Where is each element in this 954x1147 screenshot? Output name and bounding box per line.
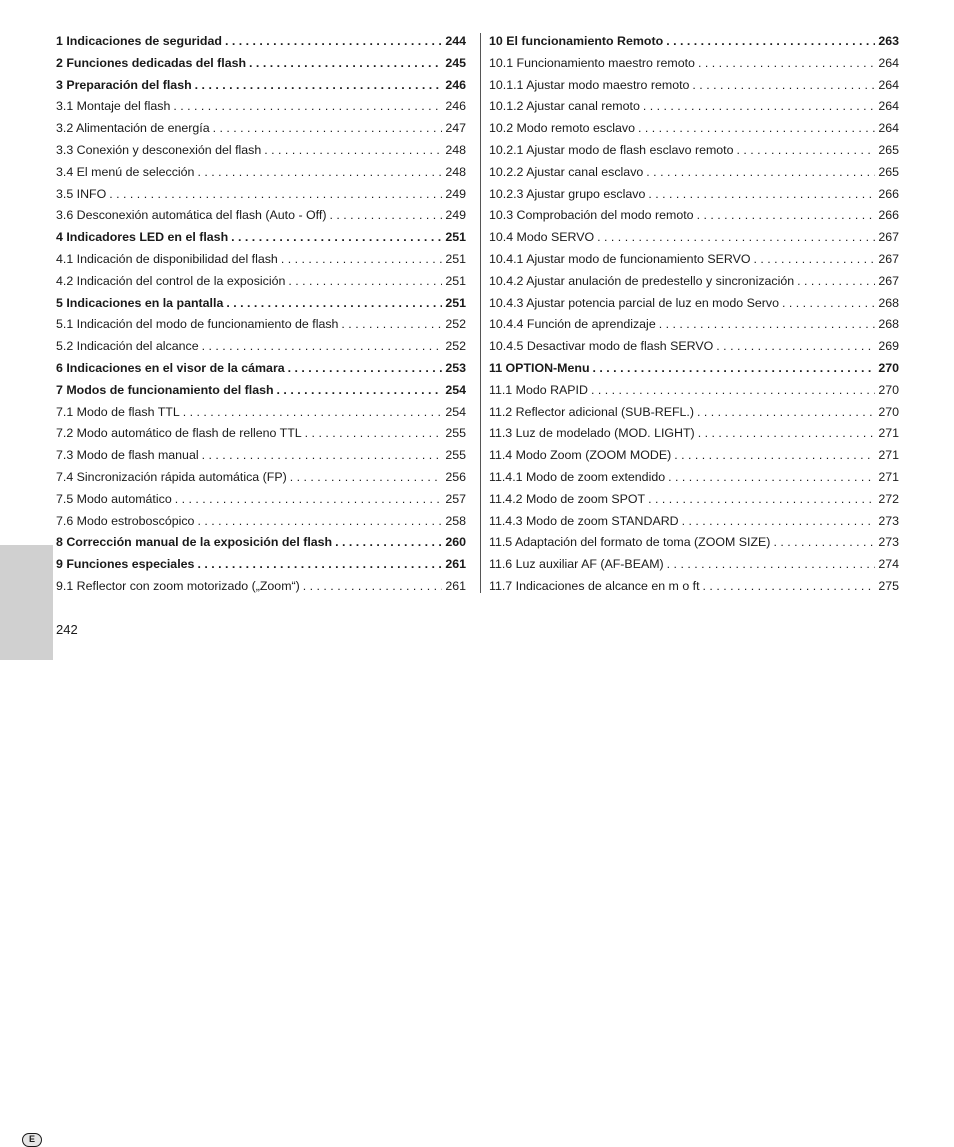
toc-entry[interactable]	[56, 492, 466, 514]
toc-entry-title: 7.6 Modo estroboscópico	[56, 513, 195, 528]
language-badge: E	[22, 1133, 42, 1147]
toc-entry[interactable]	[56, 187, 466, 209]
toc-entry-page: 265	[878, 142, 899, 157]
toc-entry[interactable]	[489, 143, 899, 165]
toc-entry-page: 261	[445, 557, 466, 572]
toc-dot-leader	[703, 579, 876, 593]
toc-entry-page: 253	[445, 360, 466, 375]
toc-entry-page: 246	[445, 99, 466, 114]
toc-dot-leader	[597, 230, 875, 244]
toc-dot-leader	[659, 317, 876, 331]
toc-entry[interactable]	[489, 579, 899, 601]
toc-entry-page: 268	[878, 317, 899, 332]
toc-entry-page: 251	[445, 273, 466, 288]
toc-entry[interactable]	[56, 383, 466, 405]
toc-entry[interactable]	[489, 121, 899, 143]
toc-entry-title: 10.4.2 Ajustar anulación de predestello y sincronización	[489, 273, 795, 288]
toc-entry[interactable]	[56, 514, 466, 536]
toc-dot-leader	[197, 165, 442, 179]
toc-entry-title: 11.4.1 Modo de zoom extendido	[489, 469, 666, 484]
toc-entry-page: 266	[878, 186, 899, 201]
toc-entry-title: 10.4.1 Ajustar modo de funcionamiento SERVO	[489, 251, 751, 266]
toc-dot-leader	[797, 274, 875, 288]
toc-entry-title: 4.1 Indicación de disponibilidad del flash	[56, 251, 278, 266]
toc-entry[interactable]	[489, 339, 899, 361]
toc-dot-leader	[249, 56, 442, 70]
toc-dot-leader	[183, 405, 443, 419]
toc-entry-page: 254	[445, 404, 466, 419]
toc-entry[interactable]	[56, 274, 466, 296]
column-divider	[480, 33, 481, 593]
toc-entry-title: 7.3 Modo de flash manual	[56, 448, 199, 463]
toc-dot-leader	[648, 492, 875, 506]
toc-dot-leader	[667, 557, 876, 571]
toc-entry-page: 268	[878, 295, 899, 310]
toc-entry-page: 264	[878, 55, 899, 70]
toc-entry[interactable]	[56, 579, 466, 601]
toc-dot-leader	[754, 252, 876, 266]
toc-dot-leader	[341, 317, 442, 331]
toc-entry-title: 3.6 Desconexión automática del flash (Auto - Off)	[56, 208, 327, 223]
toc-entry-page: 247	[445, 121, 466, 136]
toc-entry-page: 263	[878, 34, 899, 48]
toc-dot-leader	[197, 557, 442, 571]
toc-dot-leader	[648, 187, 875, 201]
toc-dot-leader	[692, 78, 875, 92]
toc-dot-leader	[335, 535, 442, 549]
toc-entry[interactable]	[56, 448, 466, 470]
toc-entry-page: 275	[878, 578, 899, 593]
toc-entry-page: 251	[445, 230, 466, 245]
toc-entry-page: 274	[878, 557, 899, 572]
toc-entry[interactable]	[489, 187, 899, 209]
toc-entry-title: 1 Indicaciones de seguridad	[56, 34, 222, 48]
toc-dot-leader	[668, 470, 875, 484]
toc-entry-title: 10.4.4 Función de aprendizaje	[489, 317, 656, 332]
toc-dot-leader	[231, 230, 442, 244]
toc-entry-title: 9.1 Reflector con zoom motorizado („Zoom“)	[56, 578, 300, 593]
toc-dot-leader	[716, 339, 875, 353]
toc-dot-leader	[305, 426, 443, 440]
toc-entry-page: 257	[445, 491, 466, 506]
toc-entry-page: 266	[878, 208, 899, 223]
toc-entry-title: 7.1 Modo de flash TTL	[56, 404, 180, 419]
toc-dot-leader	[197, 514, 442, 528]
toc-entry-title: 3.4 El menú de selección	[56, 164, 195, 179]
toc-entry-page: 273	[878, 535, 899, 550]
toc-dot-leader	[698, 56, 875, 70]
toc-entry-page: 267	[878, 230, 899, 245]
toc-entry-page: 251	[445, 295, 466, 310]
toc-entry-title: 7.2 Modo automático de flash de relleno TTL	[56, 426, 302, 441]
toc-entry[interactable]	[56, 535, 466, 557]
toc-dot-leader	[329, 208, 442, 222]
toc-entry-title: 11.7 Indicaciones de alcance en m o ft	[489, 578, 700, 593]
toc-entry-title: 5.1 Indicación del modo de funcionamiento de flash	[56, 317, 339, 332]
toc-entry[interactable]	[489, 426, 899, 448]
toc-entry[interactable]	[489, 165, 899, 187]
toc-entry-title: 2 Funciones dedicadas del flash	[56, 55, 247, 70]
toc-dot-leader	[697, 405, 875, 419]
toc-entry-page: 272	[878, 491, 899, 506]
toc-dot-leader	[277, 383, 443, 397]
toc-entry[interactable]	[56, 165, 466, 187]
toc-entry-page: 251	[445, 251, 466, 266]
toc-dot-leader	[288, 361, 443, 375]
toc-dot-leader	[773, 535, 875, 549]
toc-entry-page: 267	[878, 251, 899, 266]
toc-entry[interactable]	[489, 99, 899, 121]
toc-entry-page: 255	[445, 448, 466, 463]
toc-entry[interactable]	[489, 78, 899, 100]
toc-entry[interactable]	[56, 252, 466, 274]
toc-entry-page: 265	[878, 164, 899, 179]
toc-entry[interactable]	[489, 448, 899, 470]
toc-entry-page: 271	[878, 448, 899, 463]
toc-entry-title: 10.4 Modo SERVO	[489, 230, 595, 245]
toc-dot-leader	[213, 121, 443, 135]
toc-dot-leader	[682, 514, 876, 528]
toc-entry[interactable]	[56, 361, 466, 383]
toc-entry-page: 271	[878, 469, 899, 484]
toc-entry-page: 252	[445, 317, 466, 332]
toc-entry-page: 261	[445, 578, 466, 593]
toc-entry-title: 11.4.2 Modo de zoom SPOT	[489, 491, 646, 506]
toc-entry-title: 10.2 Modo remoto esclavo	[489, 121, 636, 136]
toc-dot-leader	[202, 448, 443, 462]
toc-entry-title: 11.4 Modo Zoom (ZOOM MODE)	[489, 448, 672, 463]
toc-dot-leader	[175, 492, 443, 506]
toc-dot-leader	[202, 339, 443, 353]
toc-entry-title: 3.3 Conexión y desconexión del flash	[56, 142, 262, 157]
toc-dot-leader	[674, 448, 875, 462]
toc-entry[interactable]	[56, 296, 466, 318]
toc-entry[interactable]	[56, 56, 466, 78]
toc-entry-title: 11.2 Reflector adicional (SUB-REFL.)	[489, 404, 694, 419]
toc-dot-leader	[195, 78, 443, 92]
toc-entry-title: 5.2 Indicación del alcance	[56, 339, 199, 354]
toc-entry-page: 269	[878, 339, 899, 354]
toc-entry-title: 3.5 INFO	[56, 186, 107, 201]
toc-entry[interactable]	[56, 470, 466, 492]
toc-entry-title: 11.3 Luz de modelado (MOD. LIGHT)	[489, 426, 695, 441]
toc-dot-leader	[697, 208, 876, 222]
toc-dot-leader	[782, 296, 875, 310]
toc-entry-page: 252	[445, 339, 466, 354]
toc-entry-page: 260	[445, 535, 466, 550]
toc-entry[interactable]	[489, 274, 899, 296]
toc-entry-page: 273	[878, 513, 899, 528]
toc-entry[interactable]	[56, 317, 466, 339]
toc-entry-title: 11.4.3 Modo de zoom STANDARD	[489, 513, 679, 528]
toc-entry[interactable]	[56, 405, 466, 427]
toc-entry-page: 248	[445, 142, 466, 157]
toc-entry[interactable]	[56, 34, 466, 56]
toc-entry-title: 10 El funcionamiento Remoto	[489, 34, 664, 48]
toc-entry-title: 11.5 Adaptación del formato de toma (ZOOM SIZE)	[489, 535, 771, 550]
toc-entry-page: 249	[445, 186, 466, 201]
toc-dot-leader	[264, 143, 442, 157]
toc-dot-leader	[303, 579, 443, 593]
toc-dot-leader	[290, 470, 443, 484]
toc-dot-leader	[109, 187, 442, 201]
toc-dot-leader	[173, 99, 442, 113]
toc-entry-title: 10.1.1 Ajustar modo maestro remoto	[489, 77, 690, 92]
toc-entry[interactable]	[489, 296, 899, 318]
toc-dot-leader	[666, 34, 875, 48]
page-number: 242	[56, 622, 78, 637]
toc-entry[interactable]	[489, 405, 899, 427]
toc-column-right	[489, 34, 899, 601]
toc-entry-title: 7 Modos de funcionamiento del flash	[56, 382, 274, 397]
toc-entry[interactable]	[56, 143, 466, 165]
toc-entry-title: 10.1 Funcionamiento maestro remoto	[489, 55, 695, 70]
toc-entry-title: 6 Indicaciones en el visor de la cámara	[56, 360, 285, 375]
toc-entry-title: 11 OPTION-Menu	[489, 360, 590, 375]
toc-dot-leader	[281, 252, 443, 266]
toc-entry-page: 267	[878, 273, 899, 288]
toc-entry-page: 245	[445, 55, 466, 70]
toc-entry-page: 255	[445, 426, 466, 441]
toc-entry-title: 3.1 Montaje del flash	[56, 99, 171, 114]
toc-entry-page: 264	[878, 77, 899, 92]
toc-entry[interactable]	[489, 514, 899, 536]
toc-entry-title: 8 Corrección manual de la exposición del flash	[56, 535, 333, 550]
toc-entry-title: 7.5 Modo automático	[56, 491, 172, 506]
toc-dot-leader	[698, 426, 876, 440]
toc-dot-leader	[226, 296, 442, 310]
toc-entry-page: 270	[878, 382, 899, 397]
toc-entry-page: 264	[878, 99, 899, 114]
toc-dot-leader	[643, 99, 875, 113]
toc-entry[interactable]	[489, 383, 899, 405]
toc-entry-title: 7.4 Sincronización rápida automática (FP)	[56, 469, 287, 484]
toc-entry[interactable]	[56, 78, 466, 100]
toc-entry[interactable]	[489, 230, 899, 252]
toc-entry-page: 271	[878, 426, 899, 441]
toc-entry[interactable]	[489, 492, 899, 514]
toc-entry[interactable]	[489, 208, 899, 230]
toc-entry-page: 264	[878, 121, 899, 136]
toc-entry[interactable]	[489, 317, 899, 339]
toc-entry[interactable]	[489, 470, 899, 492]
toc-dot-leader	[591, 383, 875, 397]
toc-entry-title: 10.4.5 Desactivar modo de flash SERVO	[489, 339, 714, 354]
toc-entry[interactable]	[56, 339, 466, 361]
toc-dot-leader	[288, 274, 442, 288]
toc-entry-title: 5 Indicaciones en la pantalla	[56, 295, 224, 310]
toc-entry[interactable]	[56, 230, 466, 252]
toc-entry-page: 270	[878, 360, 899, 375]
toc-entry[interactable]	[56, 121, 466, 143]
toc-entry[interactable]	[56, 99, 466, 121]
toc-entry-page: 270	[878, 404, 899, 419]
toc-dot-leader	[638, 121, 875, 135]
toc-entry[interactable]	[56, 557, 466, 579]
toc-entry-title: 10.3 Comprobación del modo remoto	[489, 208, 694, 223]
toc-entry[interactable]	[56, 208, 466, 230]
toc-dot-leader	[646, 165, 875, 179]
toc-entry[interactable]	[489, 252, 899, 274]
toc-entry-title: 11.6 Luz auxiliar AF (AF-BEAM)	[489, 557, 664, 572]
toc-entry-title: 11.1 Modo RAPID	[489, 382, 588, 397]
toc-entry-title: 10.4.3 Ajustar potencia parcial de luz en modo Servo	[489, 295, 779, 310]
toc-dot-leader	[593, 361, 876, 375]
toc-entry[interactable]	[489, 535, 899, 557]
toc-entry[interactable]	[489, 361, 899, 383]
toc-entry-title: 10.2.1 Ajustar modo de flash esclavo remoto	[489, 142, 734, 157]
toc-entry[interactable]	[489, 56, 899, 78]
toc-entry-page: 256	[445, 469, 466, 484]
toc-entry-title: 3.2 Alimentación de energía	[56, 121, 210, 136]
toc-entry-title: 9 Funciones especiales	[56, 557, 195, 572]
toc-column-left	[56, 34, 466, 601]
toc-dot-leader	[225, 34, 442, 48]
toc-entry-title: 4 Indicadores LED en el flash	[56, 230, 229, 245]
toc-entry-page: 254	[445, 382, 466, 397]
toc-entry-title: 4.2 Indicación del control de la exposición	[56, 273, 286, 288]
toc-entry-page: 249	[445, 208, 466, 223]
toc-entry-page: 248	[445, 164, 466, 179]
toc-entry-title: 10.1.2 Ajustar canal remoto	[489, 99, 640, 114]
toc-entry-title: 3 Preparación del flash	[56, 77, 192, 92]
toc-dot-leader	[737, 143, 876, 157]
toc-entry-page: 244	[445, 34, 466, 48]
toc-entry-title: 10.2.2 Ajustar canal esclavo	[489, 164, 644, 179]
toc-entry-title: 10.2.3 Ajustar grupo esclavo	[489, 186, 646, 201]
toc-entry[interactable]	[56, 426, 466, 448]
side-language-tab	[0, 545, 53, 1144]
toc-entry-page: 258	[445, 513, 466, 528]
toc-entry-page: 246	[445, 77, 466, 92]
toc-entry[interactable]	[489, 557, 899, 579]
toc-entry[interactable]	[489, 34, 899, 56]
